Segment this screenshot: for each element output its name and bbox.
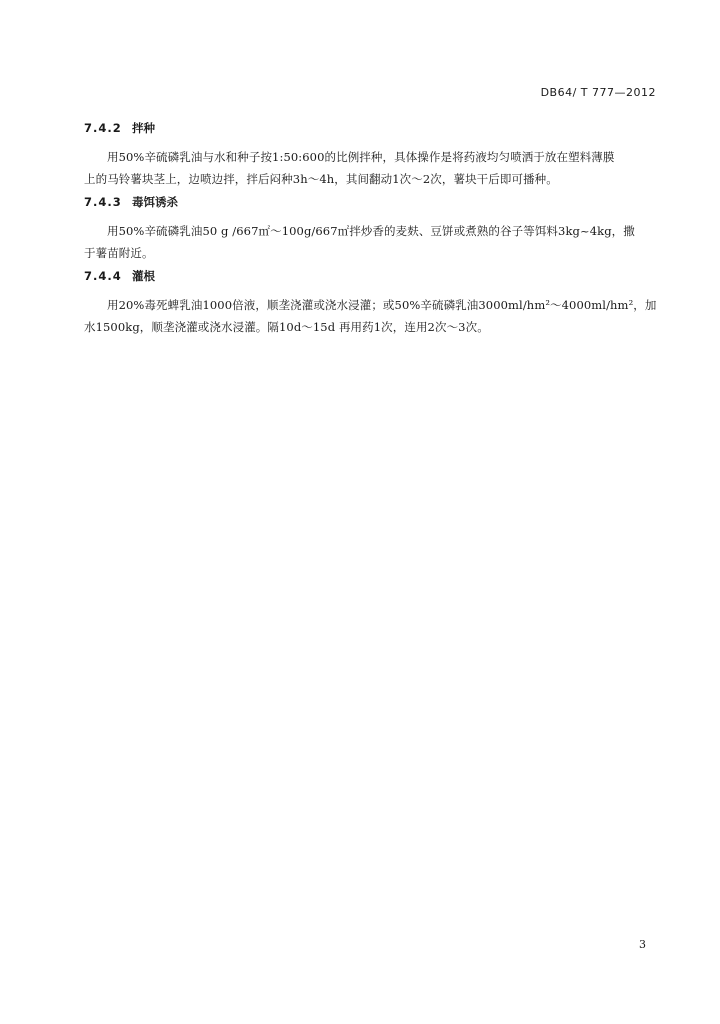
section-paragraph [84,220,656,264]
section-7-4-3 [84,192,656,264]
section-paragraph [84,146,656,190]
section-title: 拌种 [132,121,155,135]
paragraph-line: 用20%毒死蜱乳油1000倍液，顺垄浇灌或浇水浸灌；或50%辛硫磷乳油3000ml/hm²～4000ml/hm²，加 [107,298,657,312]
section-title: 毒饵诱杀 [132,195,178,209]
page-number: 3 [639,938,646,951]
section-number: 7.4.4 [84,269,122,283]
section-7-4-4 [84,266,656,338]
paragraph-line: 于薯苗附近。 [84,246,154,260]
paragraph-line: 用50%辛硫磷乳油与水和种子按1:50:600的比例拌种，具体操作是将药液均匀喷洒于放在塑料薄膜 [107,150,615,164]
section-7-4-2 [84,118,656,190]
paragraph-line: 用50%辛硫磷乳油50 g /667㎡～100g/667㎡拌炒香的麦麸、豆饼或煮熟的谷子等饵料3kg~4kg，撒 [107,224,635,238]
section-paragraph [84,294,656,338]
section-heading [84,118,656,138]
document-code: DB64/ T 777—2012 [540,86,656,99]
section-number: 7.4.3 [84,195,122,209]
section-number: 7.4.2 [84,121,122,135]
section-heading [84,192,656,212]
paragraph-line: 水1500kg，顺垄浇灌或浇水浸灌。隔10d～15d 再用药1次，连用2次～3次。 [84,320,489,334]
section-heading [84,266,656,286]
section-title: 灌根 [132,269,155,283]
paragraph-line: 上的马铃薯块茎上，边喷边拌，拌后闷种3h～4h，其间翻动1次～2次，薯块干后即可播种。 [84,172,558,186]
